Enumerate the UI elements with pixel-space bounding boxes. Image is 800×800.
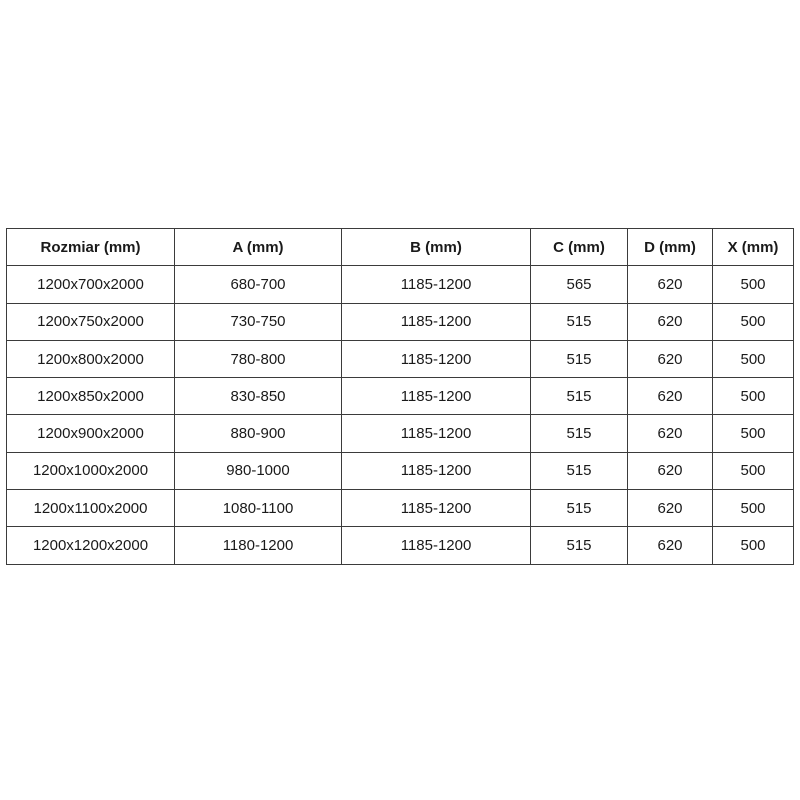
table-cell: 500: [713, 527, 794, 564]
table-cell: 1200x800x2000: [7, 340, 175, 377]
table-cell: 620: [628, 452, 713, 489]
table-cell: 1200x750x2000: [7, 303, 175, 340]
column-header: A (mm): [175, 229, 342, 266]
table-cell: 1185-1200: [342, 266, 531, 303]
table-cell: 500: [713, 266, 794, 303]
table-cell: 620: [628, 266, 713, 303]
table-cell: 515: [531, 415, 628, 452]
table-cell: 500: [713, 340, 794, 377]
table-cell: 500: [713, 303, 794, 340]
table-cell: 1080-1100: [175, 490, 342, 527]
table-cell: 515: [531, 340, 628, 377]
table-cell: 620: [628, 490, 713, 527]
table-cell: 620: [628, 303, 713, 340]
table-cell: 515: [531, 452, 628, 489]
column-header: Rozmiar (mm): [7, 229, 175, 266]
table-cell: 1200x700x2000: [7, 266, 175, 303]
column-header: D (mm): [628, 229, 713, 266]
table-cell: 780-800: [175, 340, 342, 377]
table-cell: 1200x900x2000: [7, 415, 175, 452]
table-cell: 1185-1200: [342, 527, 531, 564]
table-cell: 565: [531, 266, 628, 303]
column-header: X (mm): [713, 229, 794, 266]
table-cell: 1200x1200x2000: [7, 527, 175, 564]
table-row: [7, 490, 794, 527]
table-cell: 500: [713, 490, 794, 527]
table-row: [7, 378, 794, 415]
table-cell: 500: [713, 415, 794, 452]
table-cell: 1185-1200: [342, 340, 531, 377]
table-cell: 620: [628, 415, 713, 452]
table-cell: 500: [713, 452, 794, 489]
table-cell: 980-1000: [175, 452, 342, 489]
column-header: B (mm): [342, 229, 531, 266]
size-spec-table: [6, 228, 794, 565]
table-cell: 515: [531, 527, 628, 564]
table-row: [7, 527, 794, 564]
table-cell: 1185-1200: [342, 415, 531, 452]
table-header-row: [7, 229, 794, 266]
table-cell: 1200x1100x2000: [7, 490, 175, 527]
table-cell: 1200x850x2000: [7, 378, 175, 415]
table-cell: 500: [713, 378, 794, 415]
table-cell: 515: [531, 303, 628, 340]
table-row: [7, 415, 794, 452]
table-cell: 730-750: [175, 303, 342, 340]
table-cell: 515: [531, 378, 628, 415]
table-row: [7, 303, 794, 340]
table-cell: 620: [628, 378, 713, 415]
table-cell: 1200x1000x2000: [7, 452, 175, 489]
table-cell: 515: [531, 490, 628, 527]
table-header: [7, 229, 794, 266]
table-cell: 620: [628, 527, 713, 564]
table-row: [7, 452, 794, 489]
table-cell: 1185-1200: [342, 452, 531, 489]
table-cell: 880-900: [175, 415, 342, 452]
table-cell: 1185-1200: [342, 303, 531, 340]
table-row: [7, 340, 794, 377]
table-row: [7, 266, 794, 303]
column-header: C (mm): [531, 229, 628, 266]
table-body: [7, 266, 794, 564]
table-cell: 620: [628, 340, 713, 377]
table-cell: 1185-1200: [342, 490, 531, 527]
table-cell: 1180-1200: [175, 527, 342, 564]
table-cell: 680-700: [175, 266, 342, 303]
table-cell: 1185-1200: [342, 378, 531, 415]
table-cell: 830-850: [175, 378, 342, 415]
